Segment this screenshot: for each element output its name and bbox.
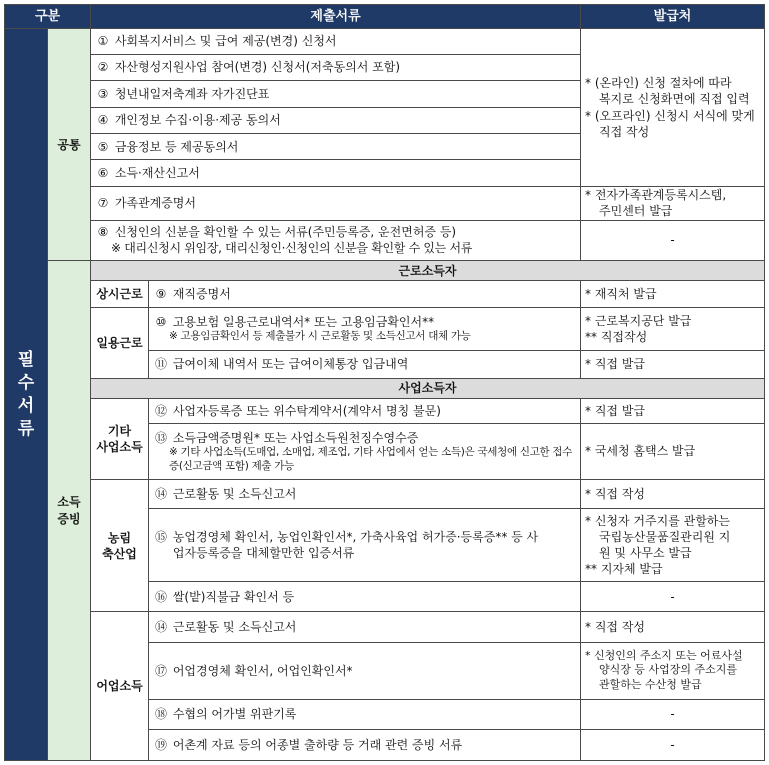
income-issuer-13: * 국세청 홈택스 발급 <box>581 423 765 480</box>
income-item-12: ⑫ 사업자등록증 또는 위수탁계약서(계약서 명칭 불문) <box>149 399 581 423</box>
common-item-8: ⑧ 신청인의 신분을 확인할 수 있는 서류(주민등록증, 운전면허증 등) ※ 대리신청시 위임장, 대리신청인·신청인의 신분을 확인할 수 있는 서류 <box>91 220 581 261</box>
fish-issuer-14: * 직접 작성 <box>581 612 765 642</box>
income-issuer-9: * 재직처 발급 <box>581 281 765 307</box>
farming-label: 농림 축산업 <box>91 480 149 612</box>
fish-item-19: ⑲ 어촌계 자료 등의 어종별 출하량 등 거래 관련 증빙 서류 <box>149 730 581 761</box>
common-group-label: 공통 <box>48 29 91 261</box>
farm-item-16: ⑯ 쌀(밭)직불금 확인서 등 <box>149 581 581 611</box>
income-item-10: ⑩ 고용보험 일용근로내역서* 또는 고용임금확인서** ※ 고용임금확인서 등 제출불가 시 근로활동 및 소득신고서 대체 가능 <box>149 307 581 350</box>
common-item-2: ② 자산형성지원사업 참여(변경) 신청서(저축동의서 포함) <box>91 54 581 80</box>
fish-item-14: ⑭ 근로활동 및 소득신고서 <box>149 612 581 642</box>
farm-item-15: ⑮ 농업경영체 확인서, 농업인확인서*, 가축사육업 허가증·등록증** 등 사업자등록증을 대체할만한 입증서류 <box>149 508 581 581</box>
income-item-9: ⑨ 재직증명서 <box>149 281 581 307</box>
header-issuer: 발급처 <box>581 5 765 29</box>
document-table <box>4 4 765 761</box>
income-proof-group-label: 소득 증빙 <box>48 261 91 761</box>
fish-issuer-17: * 신청인의 주소지 또는 어료사설 양식장 등 사업장의 주소지를 관할하는 수산청 발급 <box>581 642 765 699</box>
common-item-6: ⑥ 소득·재산신고서 <box>91 160 581 186</box>
common-item-4: ④ 개인정보 수집·이용·제공 동의서 <box>91 107 581 133</box>
common-item-7: ⑦ 가족관계증명서 <box>91 186 581 220</box>
farm-issuer-16: - <box>581 581 765 611</box>
income-item-13: ⑬ 소득금액증명원* 또는 사업소득원천징수영수증 ※ 기타 사업소득(도매업, 소매업, 제조업, 기타 사업에서 얻는 소득)은 국세청에 신고한 접수증(신고금액 포함) 제출 가능 <box>149 423 581 480</box>
fish-issuer-18: - <box>581 699 765 729</box>
common-issuer-8: - <box>581 220 765 261</box>
business-income-header: 사업소득자 <box>91 378 765 398</box>
labor-income-header: 근로소득자 <box>91 261 765 281</box>
fish-item-17: ⑰ 어업경영체 확인서, 어업인확인서* <box>149 642 581 699</box>
common-issuer-1-6: * (온라인) 신청 절차에 따라 복지로 신청화면에 직접 입력 * (오프라인) 신청시 서식에 맞게 직접 작성 <box>581 29 765 186</box>
income-item-11: ⑪ 급여이체 내역서 또는 급여이체통장 입금내역 <box>149 350 581 378</box>
farm-issuer-14: * 직접 작성 <box>581 480 765 508</box>
income-issuer-11: * 직접 발급 <box>581 350 765 378</box>
farm-item-14: ⑭ 근로활동 및 소득신고서 <box>149 480 581 508</box>
farm-issuer-15: * 신청자 거주지를 관할하는 국립농산물품질관리원 지 원 및 사무소 발급 ** 지자체 발급 <box>581 508 765 581</box>
header-category: 구분 <box>5 5 91 29</box>
common-issuer-7: * 전자가족관계등록시스템, 주민센터 발급 <box>581 186 765 220</box>
fish-item-18: ⑱ 수협의 어가별 위판기록 <box>149 699 581 729</box>
fishery-label: 어업소득 <box>91 612 149 761</box>
common-item-1: ① 사회복지서비스 및 급여 제공(변경) 신청서 <box>91 29 581 54</box>
daily-work-label: 일용근로 <box>91 307 149 378</box>
common-item-3: ③ 청년내일저축계좌 자가진단표 <box>91 81 581 107</box>
income-issuer-10: * 근로복지공단 발급 ** 직접작성 <box>581 307 765 350</box>
required-documents-label: 필 수 서 류 <box>5 29 48 761</box>
common-item-5: ⑤ 금융정보 등 제공동의서 <box>91 133 581 159</box>
regular-work-label: 상시근로 <box>91 281 149 307</box>
header-documents: 제출서류 <box>91 5 581 29</box>
fish-issuer-19: - <box>581 730 765 761</box>
other-business-label: 기타 사업소득 <box>91 399 149 480</box>
income-issuer-12: * 직접 발급 <box>581 399 765 423</box>
